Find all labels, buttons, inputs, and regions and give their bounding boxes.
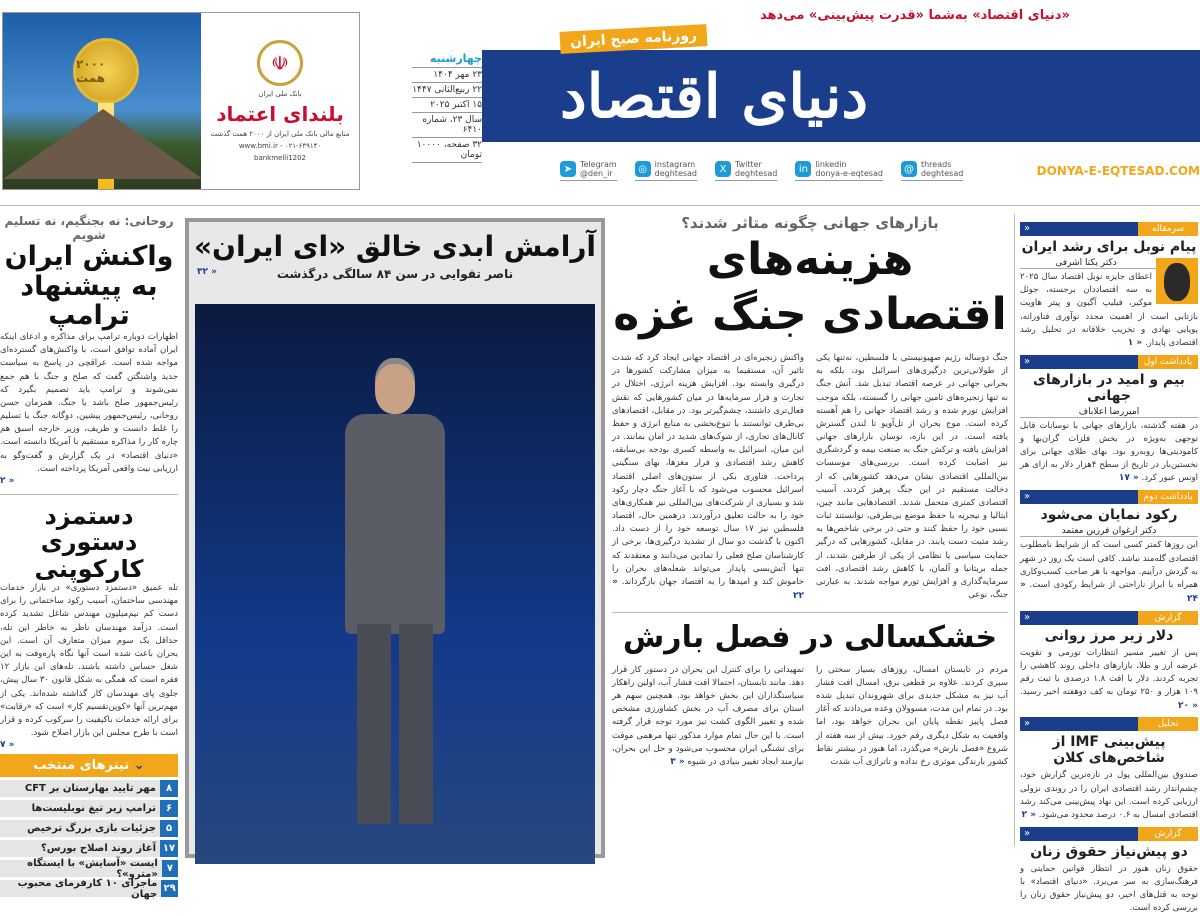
editorial-headline[interactable]: پیام نوبل برای رشد ایران	[1021, 239, 1197, 255]
pick-item[interactable]: ۵ جزئیات بازی بزرگ ترخیص	[0, 820, 178, 837]
issue-number: سال ۲۳، شماره ۶۴۱۰	[412, 113, 482, 138]
bank-melli-ad[interactable]	[2, 12, 360, 190]
social-name: linkedin	[815, 160, 847, 169]
left-kicker: روحانی: نه بجنگیم، نه تسلیم شویم	[4, 214, 174, 242]
threads-icon: @	[901, 161, 917, 177]
page-ref: « ۳	[670, 757, 685, 767]
newspaper-logo: دنیای اقتصاد	[560, 62, 869, 132]
chevrons-icon: «	[1020, 717, 1138, 731]
date-gregorian: ۱۵ اکتبر ۲۰۲۵	[412, 98, 482, 113]
social-linkedin[interactable]	[795, 160, 883, 181]
story2-col-2: تمهیداتی را برای کنترل این بحران در دستور کار قرار دهد. مانند تابستان، احتمالا افت فشار آب، اولین راهکار سیاستگذاران این بخش خواهد بود. همچنین سهم هر استان برای مصرف آب در بخش کشاورزی مشخص شده و تغییر الگوی کشت نیز مورد توجه قرار گرفته است. با این حال تمام موارد مذکور تنها مرهمی موقت برای تشنگی ایران محسوب می‌شود و حل این بحران، نیازمند ایجاد تغییر بنیادی در شیوه « ۳	[612, 664, 804, 767]
date-column	[412, 50, 482, 163]
social-name: Telegram	[580, 160, 617, 169]
page-ref: « ۳۲	[197, 267, 217, 277]
website-link[interactable]: DONYA-E-EQTESAD.COM	[1036, 163, 1200, 178]
pick-item[interactable]: ۶ ترامپ زیر تیغ نوبلیست‌ها	[0, 800, 178, 817]
social-x[interactable]	[715, 160, 777, 181]
author: دکتر ارغوان فرزین معتمد	[1020, 526, 1198, 537]
ad-title: بلندای اعتماد	[216, 102, 344, 126]
chevrons-icon: «	[1020, 222, 1138, 236]
date-shamsi: ۲۳ مهر ۱۴۰۴	[412, 68, 482, 83]
story2-body: تله عمیق «دستمزد دستوری» در بازار خدمات مهندسی ساختمان، آسیب رکود ساختمانی را برای دست کم نیم‌میلیون مهندس شاغل تشدید کرده است. درآمد مهندسان ناظر به خاطر این تله، حداقل یک سوم میزان متعارف آن است. این بحران باعث شده است آنها نگاه پاره‌وقت به این شغل حساس داشته باشند. تله‌های این بازار ۱۲ فقره است که همگی به شکل قانون ۳۰ سال پیش، جلوی پای مهندسان کار گذاشته شده‌اند. یکی از مهم‌ترین آنها «کوپن‌تقسیم کار» است که «رقابت» برای ارائه خدمات باکیفیت را سرکوب کرده و قرار است با طرح مجلس این بازار اصلاح شود.	[0, 583, 179, 739]
page-ref: « ۲	[0, 475, 15, 486]
left-body: اظهارات دوباره ترامپ برای مذاکره و ادعای اینکه ایران آماده توافق است، با واکنش‌های گسترده‌ای مواجه شده است. عراقچی در پاسخ به سیاست جدید واشنگتن گفت که صلح و جنگ با هم جمع نمی‌شوند و ترامپ باید تصمیم بگیرد که رئیس‌جمهور صلح باشد یا جنگ. همزمان حسن روحانی، رئیس‌جمهور پیشین، دوگانه جنگ یا تسلیم را غلط دانست و ظریف، وزیر خارجه اسبق هم چاره کار را مذاکره مستقیم با آمریکا دانسته است. «دنیای اقتصاد» در یک گزارش و گفت‌وگو به ارزیابی نیت واقعی آمریکا پرداخته است.	[0, 332, 178, 474]
instagram-icon: ◎	[635, 161, 651, 177]
section-label: گزارش «	[1020, 611, 1198, 625]
telegram-icon: ➤	[560, 161, 576, 177]
main-col-2: واکنش زنجیره‌ای در اقتصاد جهانی ایجاد کرد که شدت تاثیر آن، مستقیما به میزان مشارکت کشورها در درگیری وابسته بود. افزایش هزینه انرژی، اختلال در تجارت و فرار سرمایه‌ها در میان کشورهایی که نقش فعال‌تری داشتند، چشم‌گیرتر بود. در مقابل، اقتصادهای بی‌طرف توانستند با تنوع‌بخشی به منابع انرژی و حفظ کانال‌های تجاری، از شوک‌های شدید در امان بمانند. در این میان، اسرائیل به واسطه کسری بودجه بی‌سابقه، کاهش رشد اقتصادی و فرار مغزها، بهای سنگینی پرداخت. فناوری یکی از ستون‌های اصلی اقتصاد اسرائیل محسوب می‌شود که با آغاز جنگ دچار رکود شد و بسیاری از شرکت‌های بین‌المللی نیز همکاری‌های خود را به حالت تعلیق درآوردند. درهمین حال، اقتصاد فلسطین نیز ۱۷ سال توسعه خود را از دست داد. اکنون با گذشت دو سال از تشدید درگیری‌ها، برخی از کارشناسان صلح فعلی را تمادین می‌دانند و معتقدند که تنها آتش‌بسی پایدار می‌تواند شعله‌های بحران را خاموش کند و امیدها را به اقتصاد جهان بازگرداند. « ۲۲	[612, 353, 805, 601]
header-divider	[0, 205, 1200, 206]
analysis-headline[interactable]: پیش‌بینی IMF از شاخص‌های کلان	[1052, 734, 1166, 767]
right-column	[1020, 218, 1198, 916]
photo-subtitle: ناصر تقوایی در سن ۸۴ سالگی درگذشت « ۳۲	[197, 267, 514, 281]
social-handle: deghtesad	[654, 169, 698, 178]
social-handle: deghtesad	[735, 169, 778, 178]
photo-story	[185, 218, 605, 858]
story2-headline[interactable]: دستمزد دستوری کارکوپنی	[34, 501, 144, 583]
photo-headline[interactable]: آرامش ابدی خالق «ای ایران»	[193, 230, 597, 263]
note2-headline[interactable]: رکود نمایان می‌شود	[1040, 507, 1178, 524]
ad-contact: www.bmi.ir - ۰۲۱-۶۴۹۱۴۰	[238, 142, 322, 150]
chevrons-icon: «	[1020, 611, 1138, 625]
gold-coin-image: ۲۰۰۰ همت	[73, 38, 139, 104]
page-ref: « ۷	[0, 740, 15, 751]
section-label: یادداشت دوم «	[1020, 490, 1198, 504]
report2-body: حقوق زنان هنوز در انتظار قوانین حمایتی و فرهنگ‌سازی به سر می‌برد. «دنیای اقتصاد» با توجه به قتل‌های اخیر، دو پیش‌نیاز حقوق زنان را بررسی کرده است.	[1020, 863, 1198, 914]
ad-social: bankmelli1202	[254, 154, 306, 162]
photo-naser-taghvai	[195, 304, 595, 864]
social-name: Twitter	[735, 160, 762, 169]
story2-headline[interactable]: خشکسالی در فصل بارش	[622, 619, 998, 655]
section-label: تحلیل «	[1020, 717, 1198, 731]
pick-item[interactable]: ۲۹ ماجرای ۱۰ کارفرمای محبوب جهان	[0, 880, 178, 897]
left-column	[0, 214, 179, 900]
report-body: پس از تغییر مسیر انتظارات تورمی و تقویت عرضه ارز و طلا، بازارهای داخلی روند کاهشی را تجربه کردند. دلار با افت ۱.۸ درصدی با ثبت رقم ۱۰۹ هزار و ۲۵۰ تومان به کف دوهفته اخیر رسید. « ۲۰	[1020, 647, 1198, 711]
author: امیررضا اعلاباف	[1020, 407, 1198, 418]
page-ref: « ۲۲	[612, 576, 804, 601]
note1-headline[interactable]: بیم و امید در بازارهای جهانی	[1033, 371, 1185, 404]
ad-image	[3, 13, 201, 189]
pick-item[interactable]: ۱۷ آغاز روند اصلاح بورس؟	[0, 840, 178, 857]
pick-item[interactable]: ۸ مهر تایید بهارستان بر CFT	[0, 780, 178, 797]
chevrons-icon: «	[1020, 490, 1138, 504]
main-story	[612, 214, 1008, 770]
mountain-image	[3, 109, 201, 179]
main-headline[interactable]: هزینه‌های اقتصادی جنگ غزه	[613, 234, 1007, 340]
column-divider	[1014, 214, 1015, 846]
ad-subtitle: منابع مالی بانک ملی ایران از ۲۰۰۰ همت گذشت	[210, 130, 350, 138]
price: ۳۲ صفحه، ۱۰۰۰۰ تومان	[412, 138, 482, 163]
analysis-body: صندوق بین‌المللی پول در تازه‌ترین گزارش خود، چشم‌انداز رشد اقتصادی ایران را در روندی نزولی ارزیابی کرده است. این نهاد پیش‌بینی می‌کند رشد اقتصادی امسال به ۰.۶ درصد محدود می‌شود. « ۲	[1020, 770, 1198, 820]
section-label: گزارش «	[1020, 827, 1198, 841]
left-headline[interactable]: واکنش ایران به پیشنهاد ترامپ	[4, 241, 174, 332]
social-links	[560, 160, 1200, 181]
story2-col-1: مردم در تابستان امسال، روزهای بسیار سختی را سپری کردند. علاوه بر قطعی برق، امسال افت فشار آب نیز به مشکل جدیدی برای شهروندان تبدیل شده بود. در تمام این مدت، مسوولان وعده می‌دادند که آغاز فصل پاییز نقطه پایان این بحران خواهد بود، اما واقعیت به شکل دیگری رقم خورد. بیش از سه هفته از شروع «فصل بارش» می‌گذرد، اما هنوز در بیشتر نقاط کشور بارندگی موثری رخ نداده و تاتراژی آب شدت	[816, 664, 1008, 767]
weekday: چهارشنبه	[412, 50, 482, 68]
section-label: یادداشت اول «	[1020, 355, 1198, 369]
author-photo	[1156, 258, 1198, 304]
ad-bank-name: بانک ملی ایران	[258, 90, 302, 98]
bank-logo-icon: ☫	[257, 40, 303, 86]
picks-header: ⌄ تیترهای منتخب	[0, 754, 178, 777]
social-instagram[interactable]	[635, 160, 697, 181]
social-handle: @den_ir	[580, 169, 613, 178]
social-handle: deghtesad	[920, 169, 964, 178]
social-handle: donya-e-eqtesad	[815, 169, 883, 178]
main-col-1: جنگ دوساله رژیم صهیونیستی با فلسطین، نه‌تنها یکی از طولانی‌ترین درگیری‌های اسرائیل بود، بلکه به بحرانی جهانی در عرصه اقتصاد تبدیل شد. آتش جنگ نه تنها زنجیره‌های تامین جهانی را گسسته، بلکه موجب افزایش تورم شده و رشد اقتصاد جهانی را هم آهسته کرده است. موج بحران از تل‌آویو تا لندن گسترش یافته است. در این بازه، نوسان بازارهای جهانی افزایش یافته و ترکش جنگ به صنعت بیمه و گردشگری نیز اصابت کرده است. بررسی‌های موسسات بین‌المللی اقتصادی نشان می‌دهد کشورهایی که از دخالت مستقیم در این جنگ پرهیز کردند، آسیب اقتصادی کمتری متحمل شدند. اقتصادهایی مانند چین، ایتالیا و نیجریه با حفظ موضع بی‌طرفی، توانستند ثبات نسبی خود را حفظ کنند و حتی در برخی شاخص‌ها به رشد مثبت دست یابند. در مقابل، کشورهایی که درگیر حمایت سیاسی یا نظامی از یکی از طرفین شدند، از جمله بریتانیا و آلمان، با کاهش رشد اقتصادی، افت سرمایه‌گذاری و افزایش تورم مواجه شدند. به عبارتی جنگ، نوعی	[816, 353, 1008, 601]
main-kicker: بازارهای جهانی چگونه متاثر شدند؟	[681, 214, 939, 232]
date-hijri: ۲۲ ربیع‌الثانی ۱۴۴۷	[412, 83, 482, 98]
social-telegram[interactable]	[560, 160, 617, 181]
social-name: instagram	[654, 160, 696, 169]
morning-paper-badge: روزنامه صبح ایران	[560, 24, 708, 54]
note1-body: در هفته گذشته، بازارهای جهانی با نوسانات قابل توجهی به‌ویژه در بخش فلزات گران‌بها و کامودیتی‌ها روبه‌رو بود. بهای طلای جهانی برای نخستین‌بار در تاریخ از سطح ۴هزار دلار به ازای هر اونس عبور کرد. « ۱۷	[1020, 420, 1198, 484]
slogan: «دنیای اقتصاد» به‌شما «قدرت پیش‌بینی» می‌دهد	[760, 8, 1070, 23]
note2-body: این روزها کمتر کسی است که از شرایط نامطلوب اقتصادی گله‌مند نباشد. کافی است یک روز در شهر به گردش درآییم. مواجهه با هر صاحب کسب‌وکاری همراه با ابراز ناراحتی از شرایط رکودی است. « ۲۴	[1020, 540, 1199, 604]
x-icon: X	[715, 161, 731, 177]
section-label: سرمقاله «	[1020, 222, 1198, 236]
report-headline[interactable]: دلار زیر مرز روانی	[1044, 627, 1174, 644]
pick-item[interactable]: ۷ ایست «آسایش» با ایستگاه «مترو»؟	[0, 860, 178, 877]
editorial-body: اعطای جایزه نوبل اقتصاد سال ۲۰۲۵ به سه اقتصاددان برجسته، جوئل موکیر، فیلیپ آگیون و پیتر هاویت بازتابی است از اهمیت مجدد نوآوری فناورانه، پویایی نهادی و تخریب خلاقانه در تحلیل رشد اقتصادی پایدار. « ۱	[1020, 272, 1198, 348]
report2-headline[interactable]: دو پیش‌نیاز حقوق زنان	[1030, 843, 1188, 860]
social-threads[interactable]	[901, 160, 963, 181]
linkedin-icon: in	[795, 161, 811, 177]
chevrons-icon: «	[1020, 355, 1138, 369]
chevron-down-icon: ⌄	[129, 758, 145, 774]
author: دکتر یکتا اشرفی	[1020, 258, 1198, 269]
social-name: threads	[920, 160, 952, 169]
chevrons-icon: «	[1020, 827, 1138, 841]
